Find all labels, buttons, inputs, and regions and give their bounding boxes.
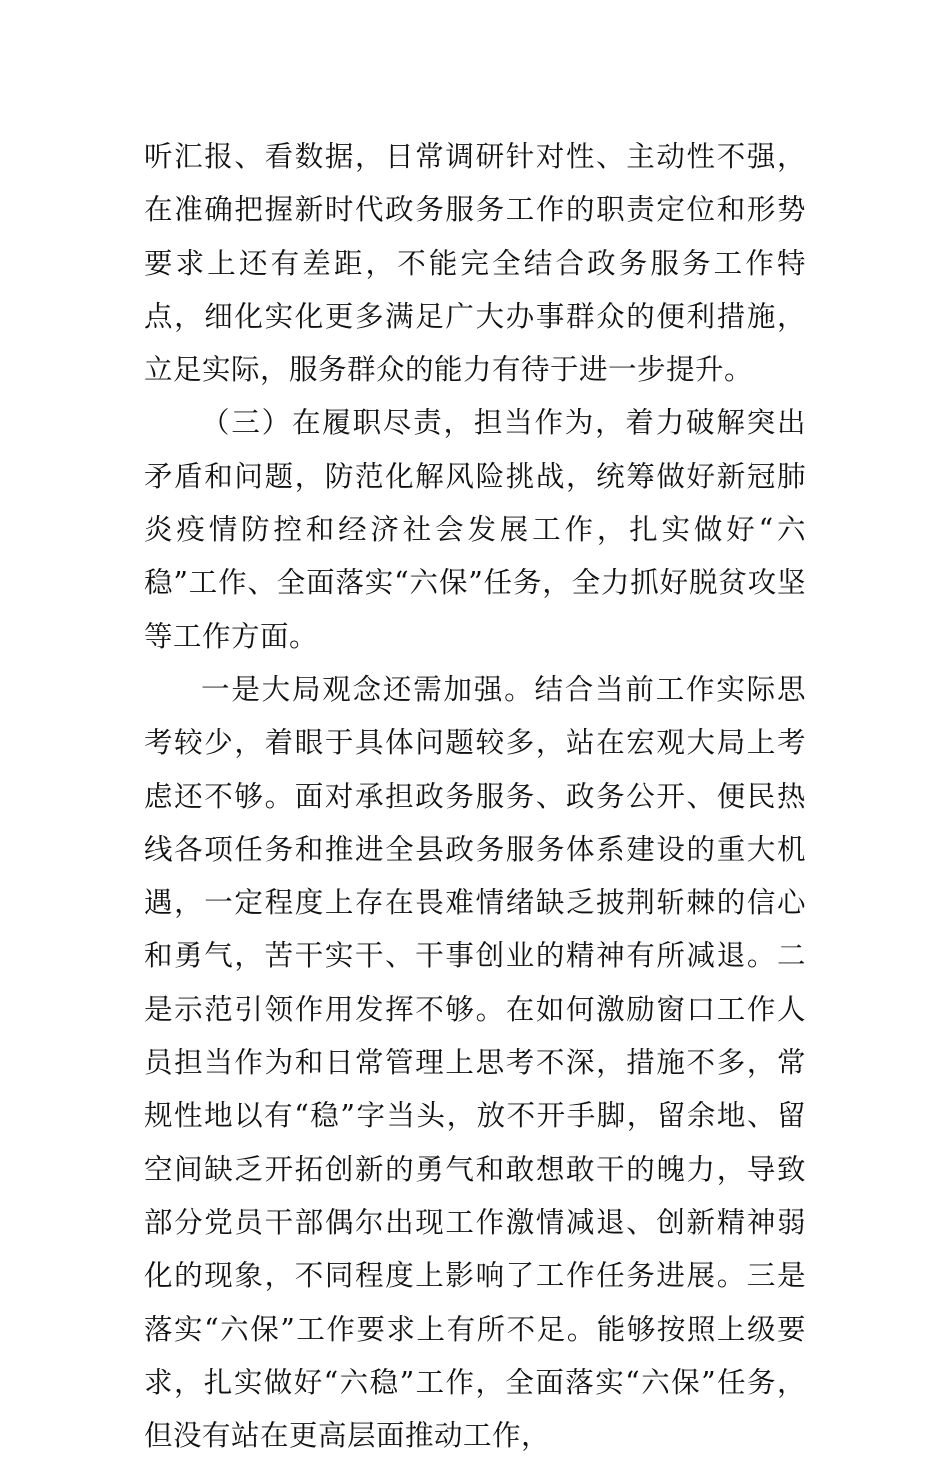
paragraph-problems-list: 一是大局观念还需加强。结合当前工作实际思考较少，着眼于具体问题较多，站在宏观大局上考虑还不够。面对承担政务服务、政务公开、便民热线各项任务和推进全县政务服务体系建设的重大机遇，一定程度上存在畏难情绪缺乏披荆斩棘的信心和勇气，苦干实干、干事创业的精神有所减退。二是示范引领作用发挥不够。在如何激励窗口工作人员担当作为和日常管理上思考不深，措施不多，常规性地以有“稳”字当头，放不开手脚，留余地、留空间缺乏开拓创新的勇气和敢想敢干的魄力，导致部分党员干部偶尔出现工作激情减退、创新精神弱化的现象，不同程度上影响了工作任务进展。三是落实“六保”工作要求上有所不足。能够按照上级要求，扎实做好“六稳”工作，全面落实“六保”任务，但没有站在更高层面推动工作，	[144, 672, 806, 1453]
paragraph-continuation: 听汇报、看数据，日常调研针对性、主动性不强，在准确把握新时代政务服务工作的职责定位和形势要求上还有差距，不能完全结合政务服务工作特点，细化实化更多满足广大办事群众的便利措施，立足实际，服务群众的能力有待于进一步提升。	[144, 140, 806, 387]
paragraph-section-three-heading: （三）在履职尽责，担当作为，着力破解突出矛盾和问题，防范化解风险挑战，统筹做好新冠肺炎疫情防控和经济社会发展工作，扎实做好“六稳”工作、全面落实“六保”任务，全力抓好脱贫攻坚等工作方面。	[144, 406, 806, 653]
document-body	[144, 130, 806, 1462]
